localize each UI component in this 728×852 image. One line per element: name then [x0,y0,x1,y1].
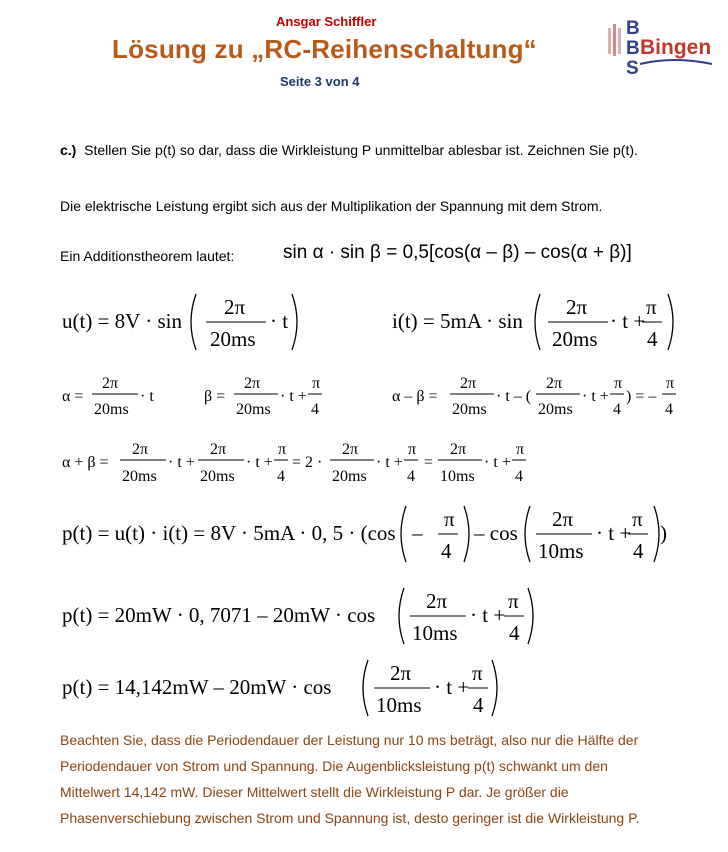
p2-n1: 2π [426,589,448,613]
apb-n2: 2π [210,441,227,458]
logo-letter-2: B [626,38,640,59]
author-name: Ansgar Schiffler [276,14,377,29]
p2-lhs: p(t) = 20mW · 0, 7071 – 20mW · cos [62,603,376,627]
apb-n1: 2π [132,441,149,458]
alpha-den: 20ms [94,401,129,418]
u-after: · t [270,309,289,333]
apb-d1: 20ms [122,468,157,485]
u-den: 20ms [210,327,256,351]
apb-d5: 4 [407,468,415,485]
i-num: 2π [566,295,588,319]
apb-m2: · t + [246,454,273,471]
amb-lhs: α – β = [392,388,438,405]
note-line-2: Periodendauer von Strom und Spannung. Die Augenblicksleistung p(t) schwankt um den [60,758,608,774]
i-den: 20ms [552,327,598,351]
beta-den: 20ms [236,401,271,418]
logo-letter-3: S [626,58,639,76]
amb-rden: 4 [665,401,673,418]
p2-n2: π [508,589,519,613]
p1-lhs: p(t) = u(t) · i(t) = 8V · 5mA · 0, 5 · (cos [62,521,396,545]
apb-n6: 2π [450,441,467,458]
alpha-lhs: α = [62,388,84,405]
page-number: Seite 3 von 4 [280,74,360,89]
apb-d3: 4 [277,468,285,485]
apb-m3: = 2 · [292,454,323,471]
apb-d4: 20ms [332,468,367,485]
beta-num: 2π [244,375,261,392]
theorem-formula: sin α · sin β = 0,5[cos(α – β) – cos(α + β)] [283,242,632,263]
u-num: 2π [224,295,246,319]
note-line-3: Mittelwert 14,142 mW. Dieser Mittelwert stellt die Wirkleistung P dar. Je größer die [60,784,569,800]
equation-p1 [62,506,667,563]
amb-pden: 4 [613,401,621,418]
beta-lhs: β = [204,388,226,405]
beta-pnum: π [312,375,321,392]
p3-d1: 10ms [376,693,422,717]
logo-word: Bingen [640,36,712,59]
intro-text: Die elektrische Leistung ergibt sich aus der Multiplikation der Spannung mit dem Strom. [60,198,603,214]
amb-den2: 20ms [538,401,573,418]
equations-block [0,286,728,726]
alpha-after: · t [140,388,154,405]
note-line-1: Beachten Sie, dass die Periodendauer der Leistung nur 10 ms beträgt, also nur die Hälfte der [60,732,639,748]
task-label: c.) [60,142,77,158]
task-text: Stellen Sie p(t) so dar, dass die Wirkleistung P unmittelbar ablesbar ist. Zeichnen Sie p(t). [84,142,638,158]
beta-mid: · t + [280,388,307,405]
apb-n5: π [408,441,417,458]
p1-n1: π [444,507,455,531]
p1-d3: 4 [633,539,644,563]
apb-n4: 2π [342,441,359,458]
apb-m6: · t + [484,454,511,471]
equation-p3 [62,660,497,717]
p2-d2: 4 [509,621,520,645]
p3-n2: π [472,661,483,685]
u-lhs: u(t) = 8V · sin [62,309,182,333]
p3-m1: · t + [434,675,470,699]
i-pden: 4 [647,327,658,351]
bbs-bingen-logo [604,14,716,76]
p2-d1: 10ms [412,621,458,645]
equation-p2 [62,588,533,645]
task-line [60,142,638,158]
i-pnum: π [646,295,657,319]
apb-m1: · t + [168,454,195,471]
amb-rnum: π [666,375,675,392]
apb-m5: = [424,454,434,471]
theorem-label: Ein Additionstheorem lautet: [60,248,235,264]
apb-d6: 10ms [440,468,475,485]
apb-n7: π [516,441,525,458]
p3-d2: 4 [473,693,484,717]
amb-m3: ) = – [626,388,657,405]
p3-n1: 2π [390,661,412,685]
equation-u [62,294,297,351]
i-lhs: i(t) = 5mA · sin [392,309,523,333]
note-line-4: Phasenverschiebung zwischen Strom und Spannung ist, desto geringer ist die Wirkleistung P. [60,810,640,826]
p1-m2: · t + [596,521,632,545]
amb-pnum: π [614,375,623,392]
apb-d7: 4 [515,468,523,485]
equation-i [392,294,673,351]
alpha-num: 2π [102,375,119,392]
p1-n3: π [632,507,643,531]
i-mid: · t + [610,309,646,333]
apb-n3: π [278,441,287,458]
p2-m1: · t + [470,603,506,627]
beta-pden: 4 [311,401,319,418]
apb-m4: · t + [376,454,403,471]
p1-end: ) [660,521,667,545]
logo-letter-1: B [626,18,640,39]
p1-d2: 10ms [538,539,584,563]
apb-lhs: α + β = [62,454,109,471]
p1-mid: – cos [474,521,518,545]
p1-n2: 2π [552,507,574,531]
amb-num2: 2π [546,375,563,392]
p1-d1: 4 [441,539,452,563]
page-title: Lösung zu „RC-Reihenschaltung“ [112,34,537,64]
p1-mm: – [412,521,423,545]
p3-lhs: p(t) = 14,142mW – 20mW · cos [62,675,332,699]
apb-d2: 20ms [200,468,235,485]
amb-m2: · t + [582,388,609,405]
amb-num: 2π [460,375,477,392]
amb-den: 20ms [452,401,487,418]
amb-m1: · t – ( [496,388,532,405]
